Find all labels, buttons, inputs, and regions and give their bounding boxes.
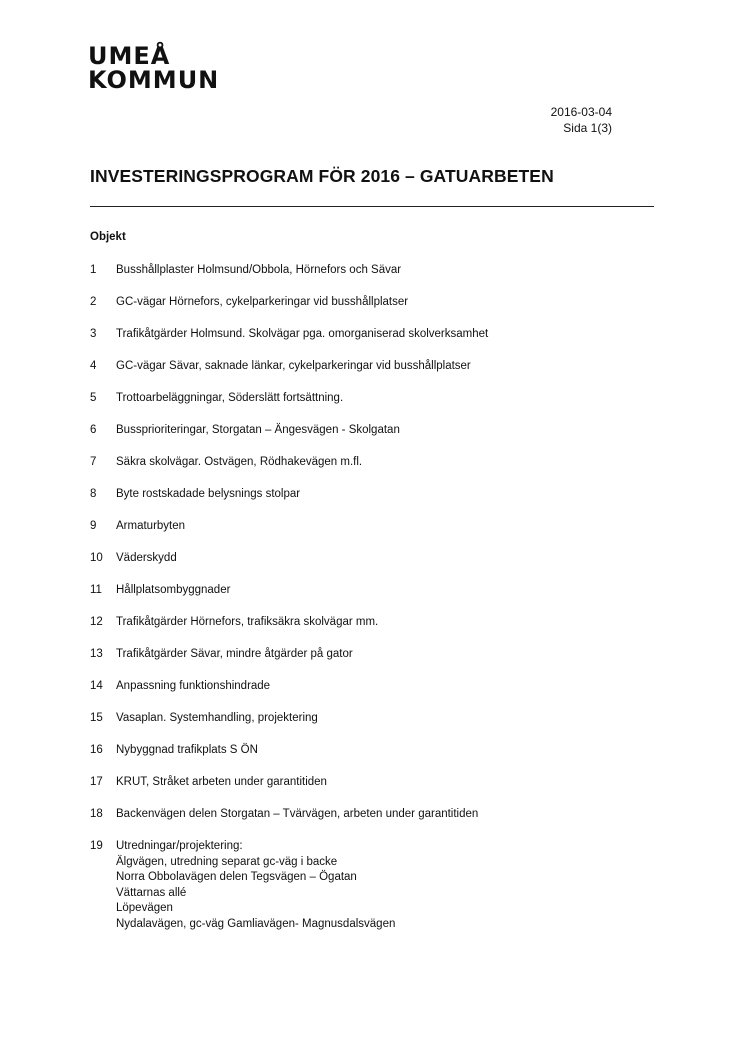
item-text: KRUT, Stråket arbeten under garantitiden	[116, 776, 327, 788]
document-title: INVESTERINGSPROGRAM FÖR 2016 – GATUARBETEN	[90, 166, 554, 186]
item-number: 2	[90, 296, 97, 308]
sub-item: Vättarnas allé	[116, 886, 187, 899]
item-number: 13	[90, 648, 103, 660]
sub-item: Älgvägen, utredning separat gc-väg i backe	[116, 855, 338, 868]
item-text: Byte rostskadade belysnings stolpar	[116, 488, 301, 500]
item-text: Väderskydd	[116, 552, 177, 564]
item-text: Hållplatsombyggnader	[116, 584, 231, 596]
item-text: Nybyggnad trafikplats S ÖN	[116, 744, 258, 756]
item-number: 15	[90, 712, 103, 724]
item-text: GC-vägar Sävar, saknade länkar, cykelparkeringar vid busshållplatser	[116, 360, 471, 372]
sub-item: Nydalavägen, gc-väg Gamliavägen- Magnusdalsvägen	[116, 917, 396, 930]
item-text: Trottoarbeläggningar, Söderslätt fortsättning.	[116, 392, 344, 404]
list-item	[90, 519, 650, 535]
item-number: 16	[90, 744, 103, 756]
list-item	[90, 487, 650, 503]
item-number: 10	[90, 552, 103, 564]
item-number: 9	[90, 520, 97, 532]
list-item	[90, 743, 650, 759]
item-text: Trafikåtgärder Hörnefors, trafiksäkra skolvägar mm.	[116, 616, 379, 628]
item-text: Busshållplaster Holmsund/Obbola, Hörnefors och Sävar	[116, 264, 402, 276]
section-label: Objekt	[90, 231, 126, 243]
sub-item: Löpevägen	[116, 902, 173, 914]
list-item	[90, 647, 650, 663]
list-item	[90, 551, 650, 567]
title-divider	[90, 206, 654, 207]
document-date: 2016-03-04	[550, 105, 612, 119]
list-item	[90, 711, 650, 727]
item-text: Säkra skolvägar. Ostvägen, Rödhakevägen m.fl.	[116, 456, 363, 468]
item-text: Trafikåtgärder Holmsund. Skolvägar pga. omorganiserad skolverksamhet	[116, 328, 489, 340]
item-number: 8	[90, 488, 97, 500]
item-number: 18	[90, 808, 103, 820]
item-text: Bussprioriteringar, Storgatan – Ängesvägen - Skolgatan	[116, 424, 400, 436]
list-item	[90, 807, 650, 823]
list-item	[90, 263, 650, 279]
item-number: 5	[90, 392, 97, 404]
item-number: 14	[90, 680, 103, 692]
list-item	[90, 583, 650, 599]
sub-item: Norra Obbolavägen delen Tegsvägen – Ögatan	[116, 871, 357, 883]
objekt-list	[90, 263, 650, 948]
item-number: 11	[90, 584, 102, 596]
list-item	[90, 327, 650, 343]
list-item	[90, 775, 650, 791]
list-item	[90, 423, 650, 439]
item-text: Trafikåtgärder Sävar, mindre åtgärder på gator	[116, 648, 353, 660]
item-text: Vasaplan. Systemhandling, projektering	[116, 712, 318, 724]
logo-line-1: UMEÅ	[88, 42, 171, 70]
list-item	[90, 391, 650, 407]
page-number: Sida 1(3)	[563, 121, 612, 135]
item-number: 6	[90, 424, 97, 436]
list-item	[90, 615, 650, 631]
item-number: 19	[90, 840, 103, 852]
item-number: 1	[90, 264, 97, 276]
logo-line-2: KOMMUN	[88, 66, 220, 94]
item-number: 3	[90, 328, 97, 340]
item-text-block	[116, 839, 650, 932]
item-number: 4	[90, 360, 97, 372]
item-text: Armaturbyten	[116, 520, 186, 532]
item-number: 12	[90, 616, 103, 628]
list-item	[90, 679, 650, 695]
list-item	[90, 359, 650, 375]
list-item	[90, 455, 650, 471]
item-text: Anpassning funktionshindrade	[116, 680, 271, 692]
header-meta	[551, 104, 612, 136]
item-text: Backenvägen delen Storgatan – Tvärvägen, arbeten under garantitiden	[116, 808, 479, 820]
item-text: GC-vägar Hörnefors, cykelparkeringar vid busshållplatser	[116, 296, 409, 308]
list-item-19	[90, 839, 650, 932]
item-number: 7	[90, 456, 97, 468]
umea-kommun-logo	[88, 44, 219, 92]
item-number: 17	[90, 776, 103, 788]
list-item	[90, 295, 650, 311]
item-text: Utredningar/projektering:	[116, 840, 243, 852]
